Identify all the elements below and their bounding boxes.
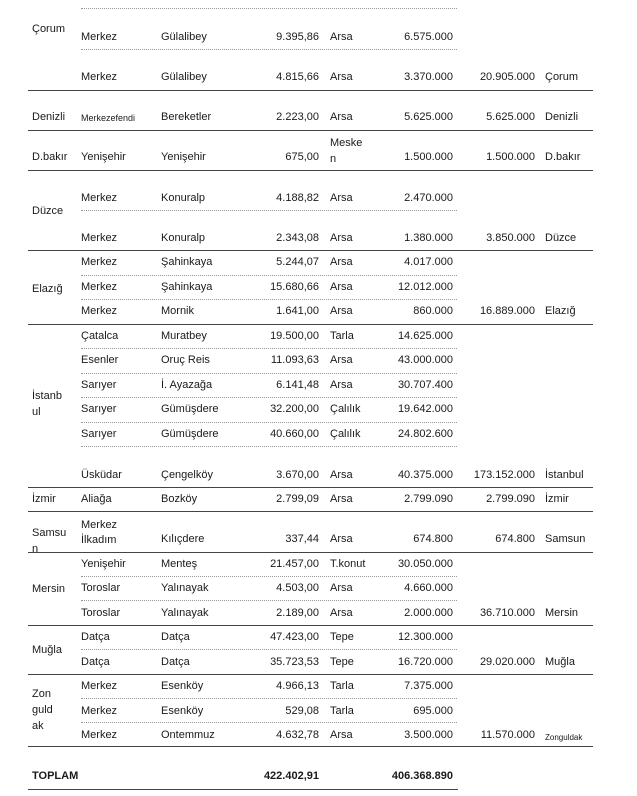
province-name: İstanb — [32, 390, 62, 402]
group-total: 5.625.000 — [486, 111, 535, 123]
neighborhood-name: Datça — [161, 631, 190, 643]
row-divider — [81, 446, 457, 447]
row-divider — [81, 348, 457, 349]
property-type: Tarla — [330, 330, 354, 342]
area-value: 2.223,00 — [276, 111, 319, 123]
province-name: Elazığ — [32, 283, 63, 295]
province-name-right: Düzce — [545, 232, 577, 244]
area-value: 21.457,00 — [270, 558, 319, 570]
value-amount: 3.500.000 — [404, 729, 453, 741]
province-name-right: Mersin — [545, 607, 579, 619]
neighborhood-name: Gülalibey — [161, 71, 207, 83]
group-total: 36.710.000 — [479, 607, 535, 619]
value-amount: 12.300.000 — [397, 631, 453, 643]
value-amount: 12.012.000 — [397, 281, 453, 293]
neighborhood-name: Konuralp — [161, 192, 206, 204]
province-name: ak — [32, 720, 44, 732]
row-divider — [81, 299, 457, 300]
area-value: 2.189,00 — [276, 607, 319, 619]
property-type: Arsa — [330, 232, 353, 244]
neighborhood-name: Menteş — [161, 558, 198, 570]
area-value: 2.799,09 — [276, 493, 319, 505]
group-divider — [28, 170, 593, 171]
neighborhood-name: Şahinkaya — [161, 281, 213, 293]
property-type: Meske — [330, 137, 363, 149]
group-divider — [28, 250, 593, 251]
province-name-right: Denizli — [545, 111, 579, 123]
property-type: Arsa — [330, 192, 353, 204]
row-divider — [81, 275, 457, 276]
value-amount: 24.802.600 — [397, 428, 453, 440]
group-divider — [28, 674, 593, 675]
row-divider — [81, 722, 457, 723]
property-type: n — [330, 153, 337, 165]
value-amount: 16.720.000 — [397, 656, 453, 668]
group-divider — [28, 487, 593, 488]
province-name: ul — [32, 406, 41, 418]
neighborhood-name: Gümüşdere — [161, 428, 219, 440]
area-value: 4.632,78 — [276, 729, 319, 741]
neighborhood-name: Çengelköy — [161, 469, 213, 481]
value-amount: 4.017.000 — [404, 256, 453, 268]
group-total: 11.570.000 — [480, 729, 535, 741]
property-type: Arsa — [330, 305, 353, 317]
group-total: 29.020.000 — [479, 656, 535, 668]
district-name: Merkez — [81, 192, 118, 204]
district-name: Aliağa — [81, 493, 112, 505]
province-name: n — [32, 543, 39, 555]
grand-total-label: TOPLAM — [32, 770, 79, 782]
value-amount: 4.660.000 — [404, 582, 453, 594]
property-type: Tarla — [330, 680, 354, 692]
property-type: Arsa — [330, 31, 353, 43]
area-value: 47.423,00 — [270, 631, 319, 643]
value-amount: 2.799.090 — [404, 493, 453, 505]
value-amount: 2.470.000 — [404, 192, 453, 204]
group-total: 2.799.090 — [486, 493, 535, 505]
district-name: Merkez — [81, 729, 118, 741]
group-total: 16.889.000 — [479, 305, 535, 317]
district-name: Esenler — [81, 354, 119, 366]
value-amount: 30.050.000 — [397, 558, 453, 570]
value-amount: 2.000.000 — [404, 607, 453, 619]
area-value: 4.966,13 — [276, 680, 319, 692]
group-divider — [28, 625, 593, 626]
group-divider — [28, 789, 458, 790]
province-name: Çorum — [32, 23, 66, 35]
area-value: 5.244,07 — [276, 256, 319, 268]
neighborhood-name: Mornik — [161, 305, 195, 317]
area-value: 35.723,53 — [270, 656, 319, 668]
grand-total-value: 406.368.890 — [391, 770, 453, 782]
value-amount: 3.370.000 — [404, 71, 453, 83]
province-name-right: Zonguldak — [545, 733, 583, 742]
district-name: Merkez — [81, 680, 118, 692]
group-total: 173.152.000 — [473, 469, 535, 481]
group-total: 674.800 — [495, 533, 535, 545]
district-name: Sarıyer — [81, 379, 117, 391]
neighborhood-name: Yalınayak — [161, 607, 209, 619]
district-name: Merkez — [81, 281, 118, 293]
value-amount: 695.000 — [413, 705, 453, 717]
area-value: 4.188,82 — [276, 192, 319, 204]
row-divider — [81, 600, 457, 601]
district-name: Merkezefendi — [81, 113, 136, 123]
group-divider — [28, 324, 593, 325]
district-name: Yenişehir — [81, 151, 126, 163]
province-name: Düzce — [32, 205, 64, 217]
neighborhood-name: Esenköy — [161, 705, 204, 717]
property-type: Tarla — [330, 705, 354, 717]
district-name: Merkez — [81, 705, 118, 717]
property-type: Arsa — [330, 281, 353, 293]
value-amount: 1.500.000 — [404, 151, 453, 163]
group-total: 3.850.000 — [486, 232, 535, 244]
district-name: Sarıyer — [81, 428, 117, 440]
district-name: Merkez — [81, 71, 118, 83]
neighborhood-name: Bereketler — [161, 111, 212, 123]
row-divider — [81, 397, 457, 398]
area-value: 4.815,66 — [276, 71, 319, 83]
value-amount: 19.642.000 — [397, 403, 453, 415]
value-amount: 1.380.000 — [404, 232, 453, 244]
group-divider — [28, 511, 593, 512]
province-name: Samsu — [32, 527, 67, 539]
district-name: Üsküdar — [81, 469, 122, 481]
neighborhood-name: Gülalibey — [161, 31, 207, 43]
property-type: Arsa — [330, 379, 353, 391]
property-type: T.konut — [330, 558, 366, 570]
property-type: Arsa — [330, 111, 353, 123]
province-name-right: Muğla — [545, 656, 575, 668]
area-value: 675,00 — [285, 151, 319, 163]
property-type: Arsa — [330, 493, 353, 505]
neighborhood-name: Yenişehir — [161, 151, 206, 163]
value-amount: 860.000 — [413, 305, 453, 317]
area-value: 32.200,00 — [270, 403, 319, 415]
area-value: 15.680,66 — [270, 281, 319, 293]
group-total: 20.905.000 — [479, 71, 535, 83]
neighborhood-name: Kılıçdere — [161, 533, 205, 545]
province-name: guld — [32, 704, 53, 716]
property-type: Çalılık — [330, 428, 361, 440]
neighborhood-name: Bozköy — [161, 493, 198, 505]
neighborhood-name: Muratbey — [161, 330, 207, 342]
district-name: Merkez — [81, 305, 118, 317]
row-divider — [81, 576, 457, 577]
neighborhood-name: Konuralp — [161, 232, 206, 244]
district-name: Toroslar — [81, 607, 121, 619]
row-divider — [81, 698, 457, 699]
property-type: Arsa — [330, 469, 353, 481]
district-name: Çatalca — [81, 330, 119, 342]
district-name: Merkez — [81, 31, 118, 43]
neighborhood-name: Oruç Reis — [161, 354, 210, 366]
district-name: Merkez — [81, 256, 118, 268]
property-type: Tepe — [330, 631, 354, 643]
grand-total-area: 422.402,91 — [263, 770, 319, 782]
neighborhood-name: Esenköy — [161, 680, 204, 692]
area-value: 40.660,00 — [270, 428, 319, 440]
group-total: 1.500.000 — [486, 151, 535, 163]
row-divider — [81, 210, 457, 211]
area-value: 2.343,08 — [276, 232, 319, 244]
district-name: Yenişehir — [81, 558, 126, 570]
district-name: Merkez — [81, 519, 118, 531]
district-name: Merkez — [81, 232, 118, 244]
district-name: Datça — [81, 631, 110, 643]
property-type: Çalılık — [330, 403, 361, 415]
row-divider — [81, 8, 457, 9]
province-name-right: İzmir — [545, 493, 569, 505]
value-amount: 40.375.000 — [397, 469, 453, 481]
row-divider — [81, 373, 457, 374]
province-name: Zon — [32, 688, 51, 700]
neighborhood-name: Gümüşdere — [161, 403, 219, 415]
district-name: Sarıyer — [81, 403, 117, 415]
neighborhood-name: Datça — [161, 656, 190, 668]
group-divider — [28, 130, 593, 131]
property-type: Arsa — [330, 729, 353, 741]
area-value: 4.503,00 — [276, 582, 319, 594]
province-name: Denizli — [32, 111, 66, 123]
province-name: D.bakır — [32, 151, 68, 163]
district-name: Toroslar — [81, 582, 121, 594]
value-amount: 7.375.000 — [404, 680, 453, 692]
neighborhood-name: Ontemmuz — [161, 729, 215, 741]
district-name: İlkadım — [81, 534, 117, 546]
province-name-right: Samsun — [545, 533, 586, 545]
area-value: 11.093,63 — [270, 354, 319, 366]
area-value: 337,44 — [285, 533, 319, 545]
neighborhood-name: Şahinkaya — [161, 256, 213, 268]
property-type: Arsa — [330, 607, 353, 619]
area-value: 1.641,00 — [276, 305, 319, 317]
area-value: 3.670,00 — [276, 469, 319, 481]
province-name-right: İstanbul — [545, 469, 584, 481]
value-amount: 6.575.000 — [404, 31, 453, 43]
property-type: Arsa — [330, 71, 353, 83]
group-divider — [28, 552, 593, 553]
value-amount: 14.625.000 — [397, 330, 453, 342]
province-name: İzmir — [32, 493, 56, 505]
province-name: Muğla — [32, 644, 62, 656]
value-amount: 5.625.000 — [404, 111, 453, 123]
area-value: 6.141,48 — [276, 379, 319, 391]
property-type: Arsa — [330, 256, 353, 268]
row-divider — [81, 49, 457, 50]
area-value: 529,08 — [285, 705, 319, 717]
group-divider — [28, 746, 593, 747]
province-name-right: Çorum — [545, 71, 579, 83]
district-name: Datça — [81, 656, 110, 668]
province-name-right: D.bakır — [545, 151, 581, 163]
value-amount: 30.707.400 — [397, 379, 453, 391]
area-value: 9.395,86 — [276, 31, 319, 43]
province-name-right: Elazığ — [545, 305, 576, 317]
province-name: Mersin — [32, 583, 66, 595]
value-amount: 43.000.000 — [397, 354, 453, 366]
area-value: 19.500,00 — [270, 330, 319, 342]
neighborhood-name: İ. Ayazağa — [161, 379, 213, 391]
row-divider — [81, 649, 457, 650]
property-type: Tepe — [330, 656, 354, 668]
row-divider — [81, 422, 457, 423]
property-type: Arsa — [330, 582, 353, 594]
value-amount: 674.800 — [413, 533, 453, 545]
neighborhood-name: Yalınayak — [161, 582, 209, 594]
property-type: Arsa — [330, 354, 353, 366]
property-type: Arsa — [330, 533, 353, 545]
group-divider — [28, 90, 593, 91]
